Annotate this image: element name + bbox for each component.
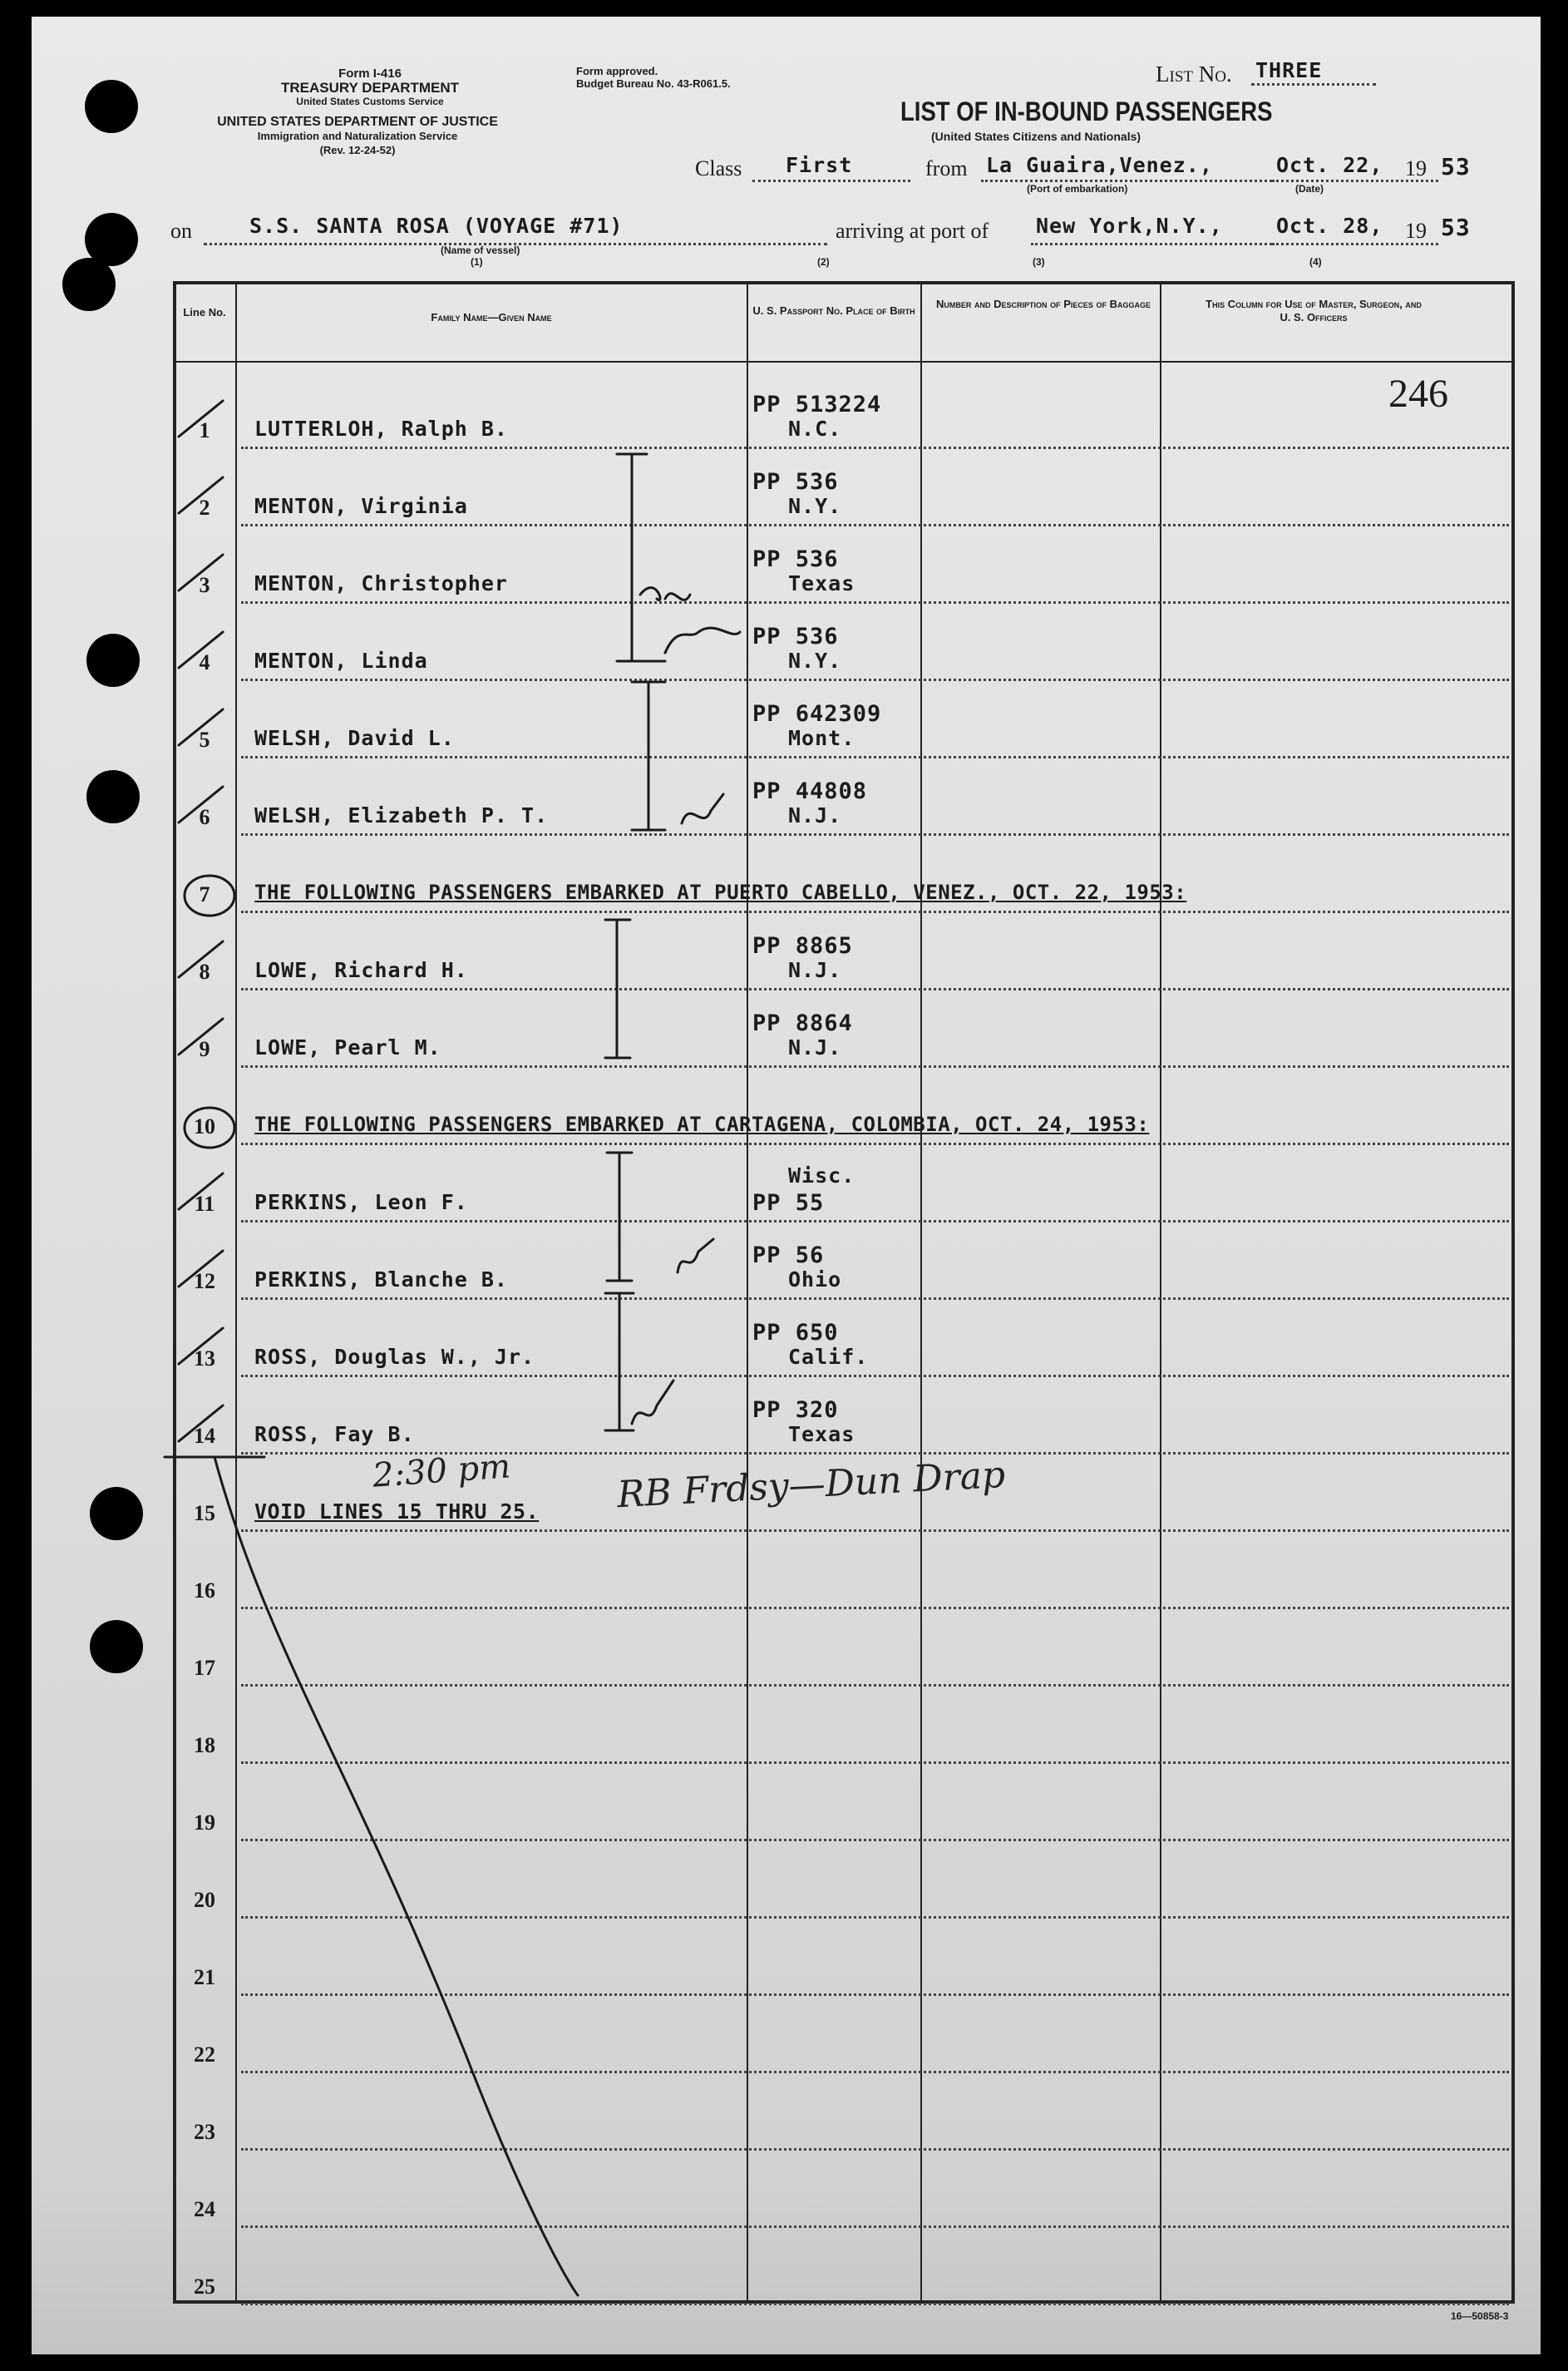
header-rule [173, 361, 1515, 363]
row-number: 4 [199, 650, 210, 674]
col-divider-line [235, 281, 237, 2304]
row-dotted-rule [241, 1684, 1509, 1687]
col-num-3: (3) [1033, 256, 1045, 268]
form-id-block [258, 67, 482, 109]
row-dotted-rule [241, 1220, 1509, 1223]
justice-dept: UNITED STATES DEPARTMENT OF JUSTICE [217, 115, 498, 129]
row-dotted-rule [241, 988, 1509, 990]
ins-line: Immigration and Naturalization Service [257, 130, 458, 142]
birth-place: N.J. [788, 1035, 842, 1060]
birth-place: Calif. [788, 1345, 869, 1369]
arrival-port: New York,N.Y., [1036, 214, 1223, 238]
row-number: 22 [194, 2043, 215, 2067]
row-number: 6 [199, 805, 210, 829]
punch-hole [85, 80, 138, 133]
passenger-name: LUTTERLOH, Ralph B. [254, 417, 508, 441]
row-dotted-rule [241, 1916, 1509, 1919]
row-number: 8 [199, 960, 210, 984]
list-no-dots [1251, 83, 1376, 86]
embarkation-port: La Guaira,Venez., [986, 153, 1213, 177]
header-line-no: Line No. [183, 306, 226, 319]
row-number: 1 [199, 418, 210, 442]
officer-stamp-number: 246 [1388, 372, 1448, 416]
row-number: 17 [194, 1656, 215, 1680]
treasury-dept: TREASURY DEPARTMENT [280, 80, 460, 96]
row-number: 18 [194, 1733, 215, 1757]
row-dotted-rule [241, 2303, 1509, 2305]
form-number: Form I-416 [338, 67, 402, 81]
punch-hole [62, 258, 116, 311]
passenger-name: ROSS, Fay B. [254, 1422, 415, 1446]
header-officers: This Column for Use of Master, Surgeon, and U. S. Officers [1206, 298, 1422, 324]
row-number: 10 [194, 1114, 215, 1139]
col-divider-baggage [1160, 281, 1161, 2304]
arriving-label: arriving at port of [836, 219, 989, 243]
row-number: 21 [194, 1965, 215, 1989]
year-prefix-2: 19 [1405, 219, 1427, 243]
row-dotted-rule [241, 1839, 1509, 1841]
header-passport: U. S. Passport No. Place of Birth [752, 304, 915, 317]
birth-place: Mont. [788, 726, 855, 750]
row-dotted-rule [241, 1993, 1509, 1996]
handwritten-time: 2:30 pm [371, 1447, 512, 1495]
embarkation-date: Oct. 22, [1276, 153, 1383, 177]
page-subtitle: (United States Citizens and Nationals) [931, 130, 1141, 143]
row-dotted-rule [241, 1297, 1509, 1300]
class-value: First [786, 153, 853, 177]
arrival-port-dots [1031, 243, 1272, 245]
customs-service: United States Customs Service [296, 96, 444, 107]
passport-number: PP 536 [752, 624, 839, 650]
passenger-name: LOWE, Richard H. [254, 958, 468, 982]
port-dots [981, 180, 1272, 182]
row-dotted-rule [241, 2148, 1509, 2151]
birth-place: Wisc. [788, 1163, 855, 1188]
print-code: 16—50858-3 [1451, 2310, 1509, 2322]
row-dotted-rule [241, 1761, 1509, 1764]
row-number: 9 [199, 1037, 210, 1061]
row-dotted-rule [241, 601, 1509, 604]
row-number: 7 [199, 882, 210, 906]
passport-number: PP 642309 [752, 701, 882, 727]
class-label: Class [695, 156, 742, 180]
passenger-name: PERKINS, Blanche B. [254, 1267, 508, 1292]
form-approved: Form approved. [576, 65, 658, 77]
revision-line: (Rev. 12-24-52) [319, 144, 396, 156]
row-number: 24 [194, 2197, 215, 2221]
vessel-name: S.S. SANTA ROSA (VOYAGE #71) [249, 214, 624, 238]
arrival-date: Oct. 28, [1276, 214, 1383, 238]
budget-bureau: Budget Bureau No. 43-R061.5. [576, 77, 731, 90]
section-note: THE FOLLOWING PASSENGERS EMBARKED AT PUERTO CABELLO, VENEZ., OCT. 22, 1953: [254, 881, 1187, 904]
page-title: LIST OF IN-BOUND PASSENGERS [900, 96, 1273, 126]
header-name: Family Name—Given Name [431, 311, 552, 324]
birth-place: N.Y. [788, 494, 842, 518]
birth-place: N.Y. [788, 649, 842, 673]
row-dotted-rule [241, 911, 1509, 913]
passenger-name: WELSH, Elizabeth P. T. [254, 803, 549, 827]
punch-hole [90, 1487, 143, 1540]
section-note: THE FOLLOWING PASSENGERS EMBARKED AT CARTAGENA, COLOMBIA, OCT. 24, 1953: [254, 1113, 1150, 1136]
row-number: 5 [199, 728, 210, 752]
col-divider-name [747, 281, 748, 2304]
on-label: on [170, 219, 192, 243]
row-number: 2 [199, 496, 210, 520]
from-label: from [925, 156, 968, 180]
birth-place: Ohio [788, 1267, 842, 1292]
row-number: 16 [194, 1578, 215, 1603]
row-number: 20 [194, 1888, 215, 1912]
passport-number: PP 536 [752, 469, 839, 495]
row-number: 12 [194, 1269, 215, 1293]
row-dotted-rule [241, 679, 1509, 681]
list-no-value: THREE [1255, 58, 1323, 82]
birth-place: N.J. [788, 803, 842, 827]
birth-place: N.J. [788, 958, 842, 982]
col-num-2: (2) [817, 256, 830, 268]
row-number: 3 [199, 573, 210, 597]
row-dotted-rule [241, 1607, 1509, 1609]
row-dotted-rule [241, 1143, 1509, 1145]
row-dotted-rule [241, 833, 1509, 836]
row-dotted-rule [241, 447, 1509, 449]
punch-hole [90, 1620, 143, 1673]
row-dotted-rule [241, 524, 1509, 526]
birth-place: Texas [788, 571, 855, 595]
passenger-name: MENTON, Christopher [254, 571, 508, 595]
row-number: 13 [194, 1346, 215, 1371]
row-number: 19 [194, 1810, 215, 1835]
passport-number: PP 56 [752, 1242, 825, 1268]
passport-number: PP 320 [752, 1397, 839, 1423]
arrival-year: 53 [1441, 214, 1471, 241]
row-dotted-rule [241, 1529, 1509, 1532]
passenger-name: LOWE, Pearl M. [254, 1035, 441, 1060]
row-number: 23 [194, 2120, 215, 2144]
row-dotted-rule [241, 2225, 1509, 2228]
agency-block [166, 115, 549, 157]
row-dotted-rule [241, 1375, 1509, 1377]
col-num-4: (4) [1309, 256, 1322, 268]
passport-number: PP 55 [752, 1190, 825, 1216]
birth-place: N.C. [788, 417, 842, 441]
header-baggage: Number and Description of Pieces of Baggage [935, 298, 1151, 310]
handwritten-signature: RB Frdsy—Dun Drap [615, 1453, 1007, 1517]
row-dotted-rule [241, 756, 1509, 758]
row-dotted-rule [241, 1065, 1509, 1068]
year-prefix: 19 [1405, 156, 1427, 180]
void-note: VOID LINES 15 THRU 25. [254, 1499, 540, 1524]
passport-number: PP 513224 [752, 392, 882, 417]
vessel-caption: (Name of vessel) [441, 245, 520, 256]
row-number: 25 [194, 2275, 215, 2299]
row-number: 14 [194, 1424, 215, 1448]
embarkation-year: 53 [1441, 153, 1471, 180]
row-number: 11 [194, 1192, 215, 1216]
punch-hole [86, 770, 140, 823]
passport-number: PP 8864 [752, 1010, 853, 1036]
list-no-label: List No. [1156, 62, 1232, 86]
passenger-name: MENTON, Virginia [254, 494, 468, 518]
punch-hole [86, 634, 140, 687]
passenger-name: MENTON, Linda [254, 649, 428, 673]
passport-number: PP 650 [752, 1320, 839, 1346]
passenger-name: ROSS, Douglas W., Jr. [254, 1345, 535, 1369]
row-dotted-rule [241, 2071, 1509, 2073]
approval-block [576, 65, 731, 90]
passport-number: PP 44808 [752, 778, 868, 804]
row-number: 15 [194, 1501, 215, 1525]
passport-number: PP 8865 [752, 933, 853, 959]
date-caption: (Date) [1295, 183, 1324, 195]
col-divider-passport [920, 281, 922, 2304]
birth-place: Texas [788, 1422, 855, 1446]
class-dots [752, 180, 910, 182]
passenger-name: PERKINS, Leon F. [254, 1190, 468, 1214]
port-caption: (Port of embarkation) [1027, 183, 1128, 195]
vessel-col-num: (1) [471, 256, 483, 268]
passenger-name: WELSH, David L. [254, 726, 455, 750]
passport-number: PP 536 [752, 546, 839, 572]
